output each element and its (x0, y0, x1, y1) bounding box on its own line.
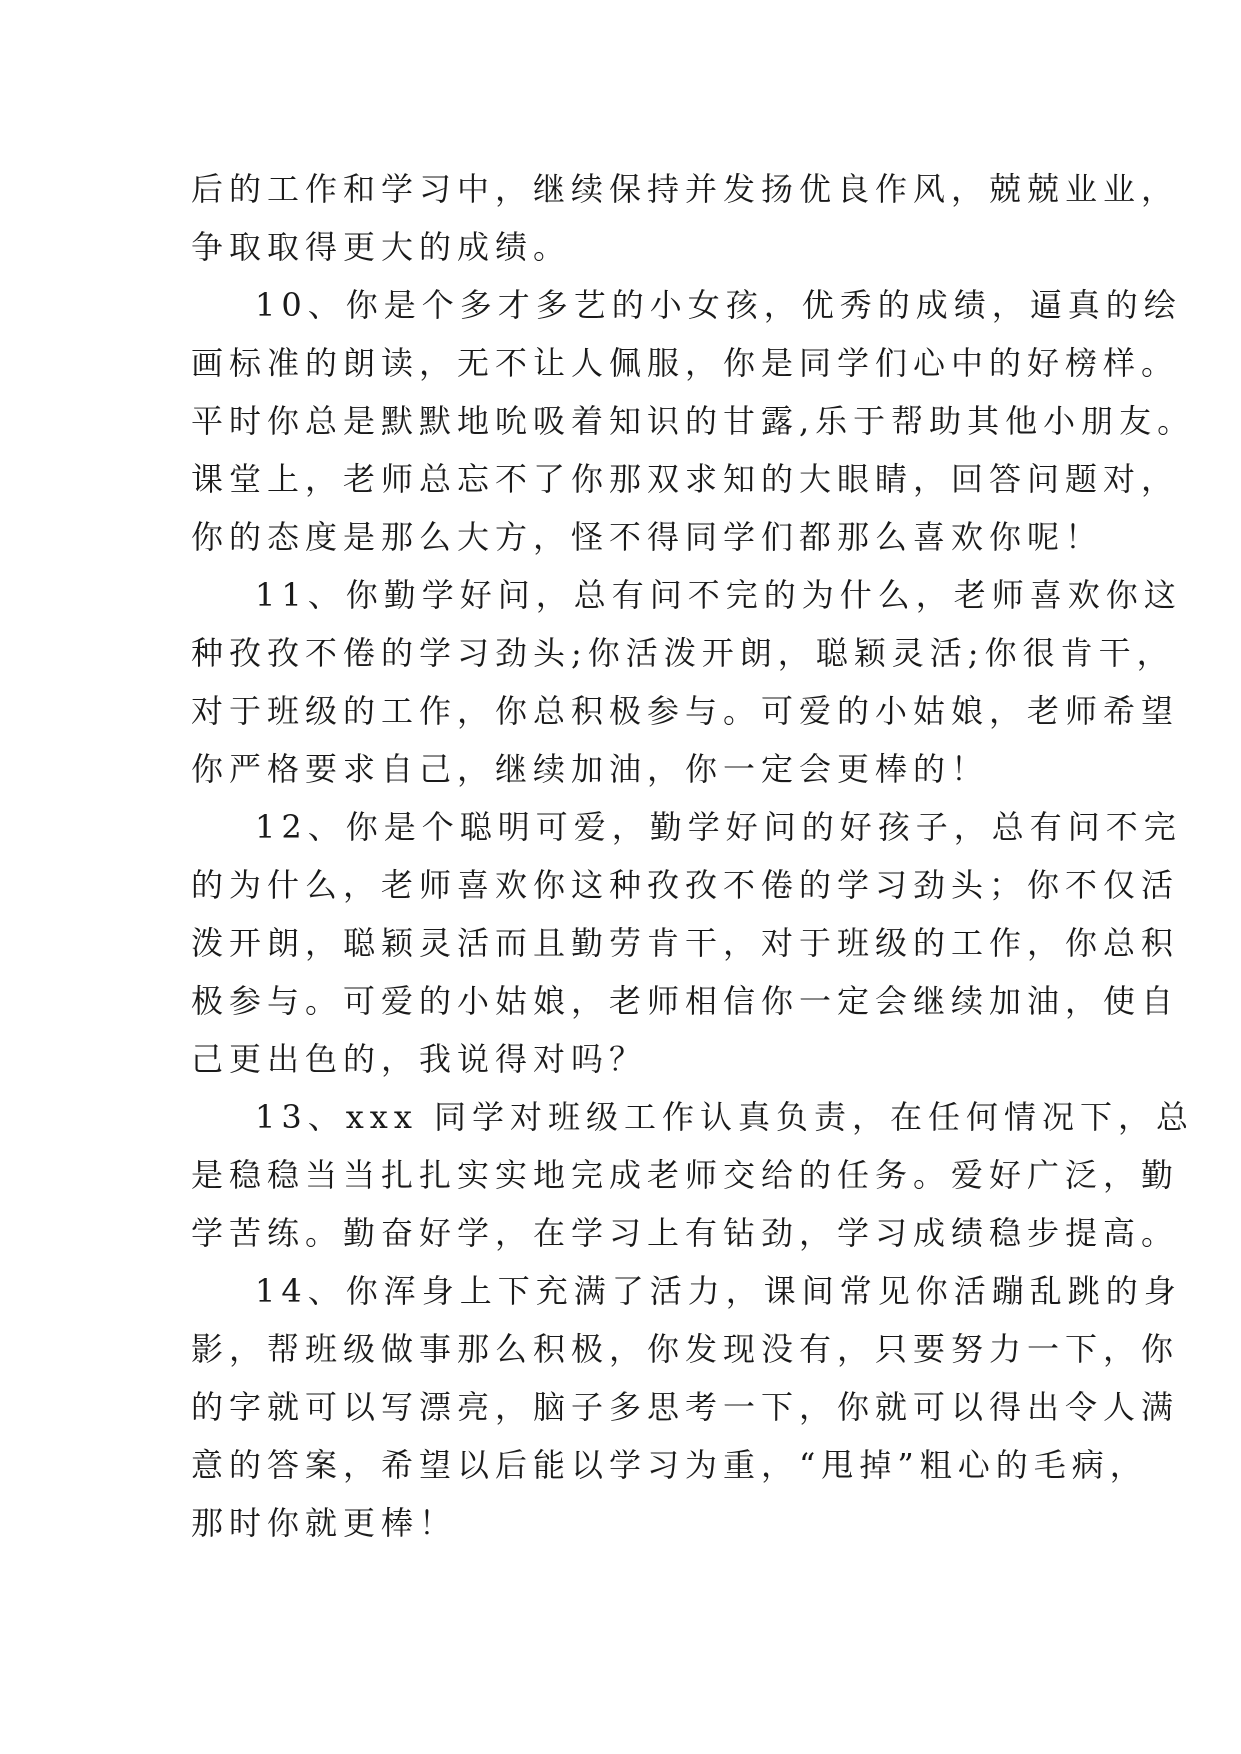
text-line: 那时你就更棒！ (191, 1504, 458, 1542)
text-line: 对于班级的工作，你总积极参与。可爱的小姑娘，老师希望 (191, 692, 1180, 730)
text-line: 你的态度是那么大方，怪不得同学们都那么喜欢你呢！ (191, 518, 1104, 556)
text-line: 争取取得更大的成绩。 (191, 228, 572, 266)
paragraph-comment-13 (191, 1088, 1195, 1262)
text-line: 极参与。可爱的小姑娘，老师相信你一定会继续加油，使自 (191, 982, 1180, 1020)
text-line: 意的答案，希望以后能以学习为重，“甩掉”粗心的毛病， (191, 1446, 1148, 1484)
paragraph-comment-10 (191, 276, 1196, 566)
text-line: 泼开朗，聪颖灵活而且勤劳肯干，对于班级的工作，你总积 (191, 924, 1180, 962)
paragraph-comment-11 (191, 566, 1182, 798)
text-line: 己更出色的，我说得对吗？ (191, 1040, 648, 1078)
paragraph-comment-14 (191, 1262, 1182, 1552)
paragraph-continuation (191, 160, 1180, 276)
text-line: 的为什么，老师喜欢你这种孜孜不倦的学习劲头；你不仅活 (191, 866, 1180, 904)
text-line: 平时你总是默默地吮吸着知识的甘露,乐于帮助其他小朋友。 (191, 402, 1196, 440)
text-line: 画标准的朗读，无不让人佩服，你是同学们心中的好榜样。 (191, 344, 1180, 382)
text-line: 是稳稳当当扎扎实实地完成老师交给的任务。爱好广泛，勤 (191, 1156, 1180, 1194)
paragraph-comment-12 (191, 798, 1182, 1088)
text-line: 学苦练。勤奋好学，在学习上有钻劲，学习成绩稳步提高。 (191, 1214, 1180, 1252)
text-line: 影，帮班级做事那么积极，你发现没有，只要努力一下，你 (191, 1330, 1180, 1368)
text-line: 你严格要求自己，继续加油，你一定会更棒的！ (191, 750, 990, 788)
text-line: 11、你勤学好问，总有问不完的为什么，老师喜欢你这 (255, 576, 1182, 614)
text-line: 13、xxx 同学对班级工作认真负责，在任何情况下，总 (255, 1098, 1195, 1136)
text-line: 10、你是个多才多艺的小女孩，优秀的成绩，逼真的绘 (255, 286, 1182, 324)
text-line: 12、你是个聪明可爱，勤学好问的好孩子，总有问不完 (255, 808, 1182, 846)
text-line: 14、你浑身上下充满了活力，课间常见你活蹦乱跳的身 (255, 1272, 1182, 1310)
text-line: 课堂上，老师总忘不了你那双求知的大眼睛，回答问题对， (191, 460, 1180, 498)
text-line: 的字就可以写漂亮，脑子多思考一下，你就可以得出令人满 (191, 1388, 1180, 1426)
text-line: 后的工作和学习中，继续保持并发扬优良作风，兢兢业业， (191, 170, 1180, 208)
text-line: 种孜孜不倦的学习劲头;你活泼开朗，聪颖灵活;你很肯干， (191, 634, 1175, 672)
document-body (191, 160, 1196, 1552)
